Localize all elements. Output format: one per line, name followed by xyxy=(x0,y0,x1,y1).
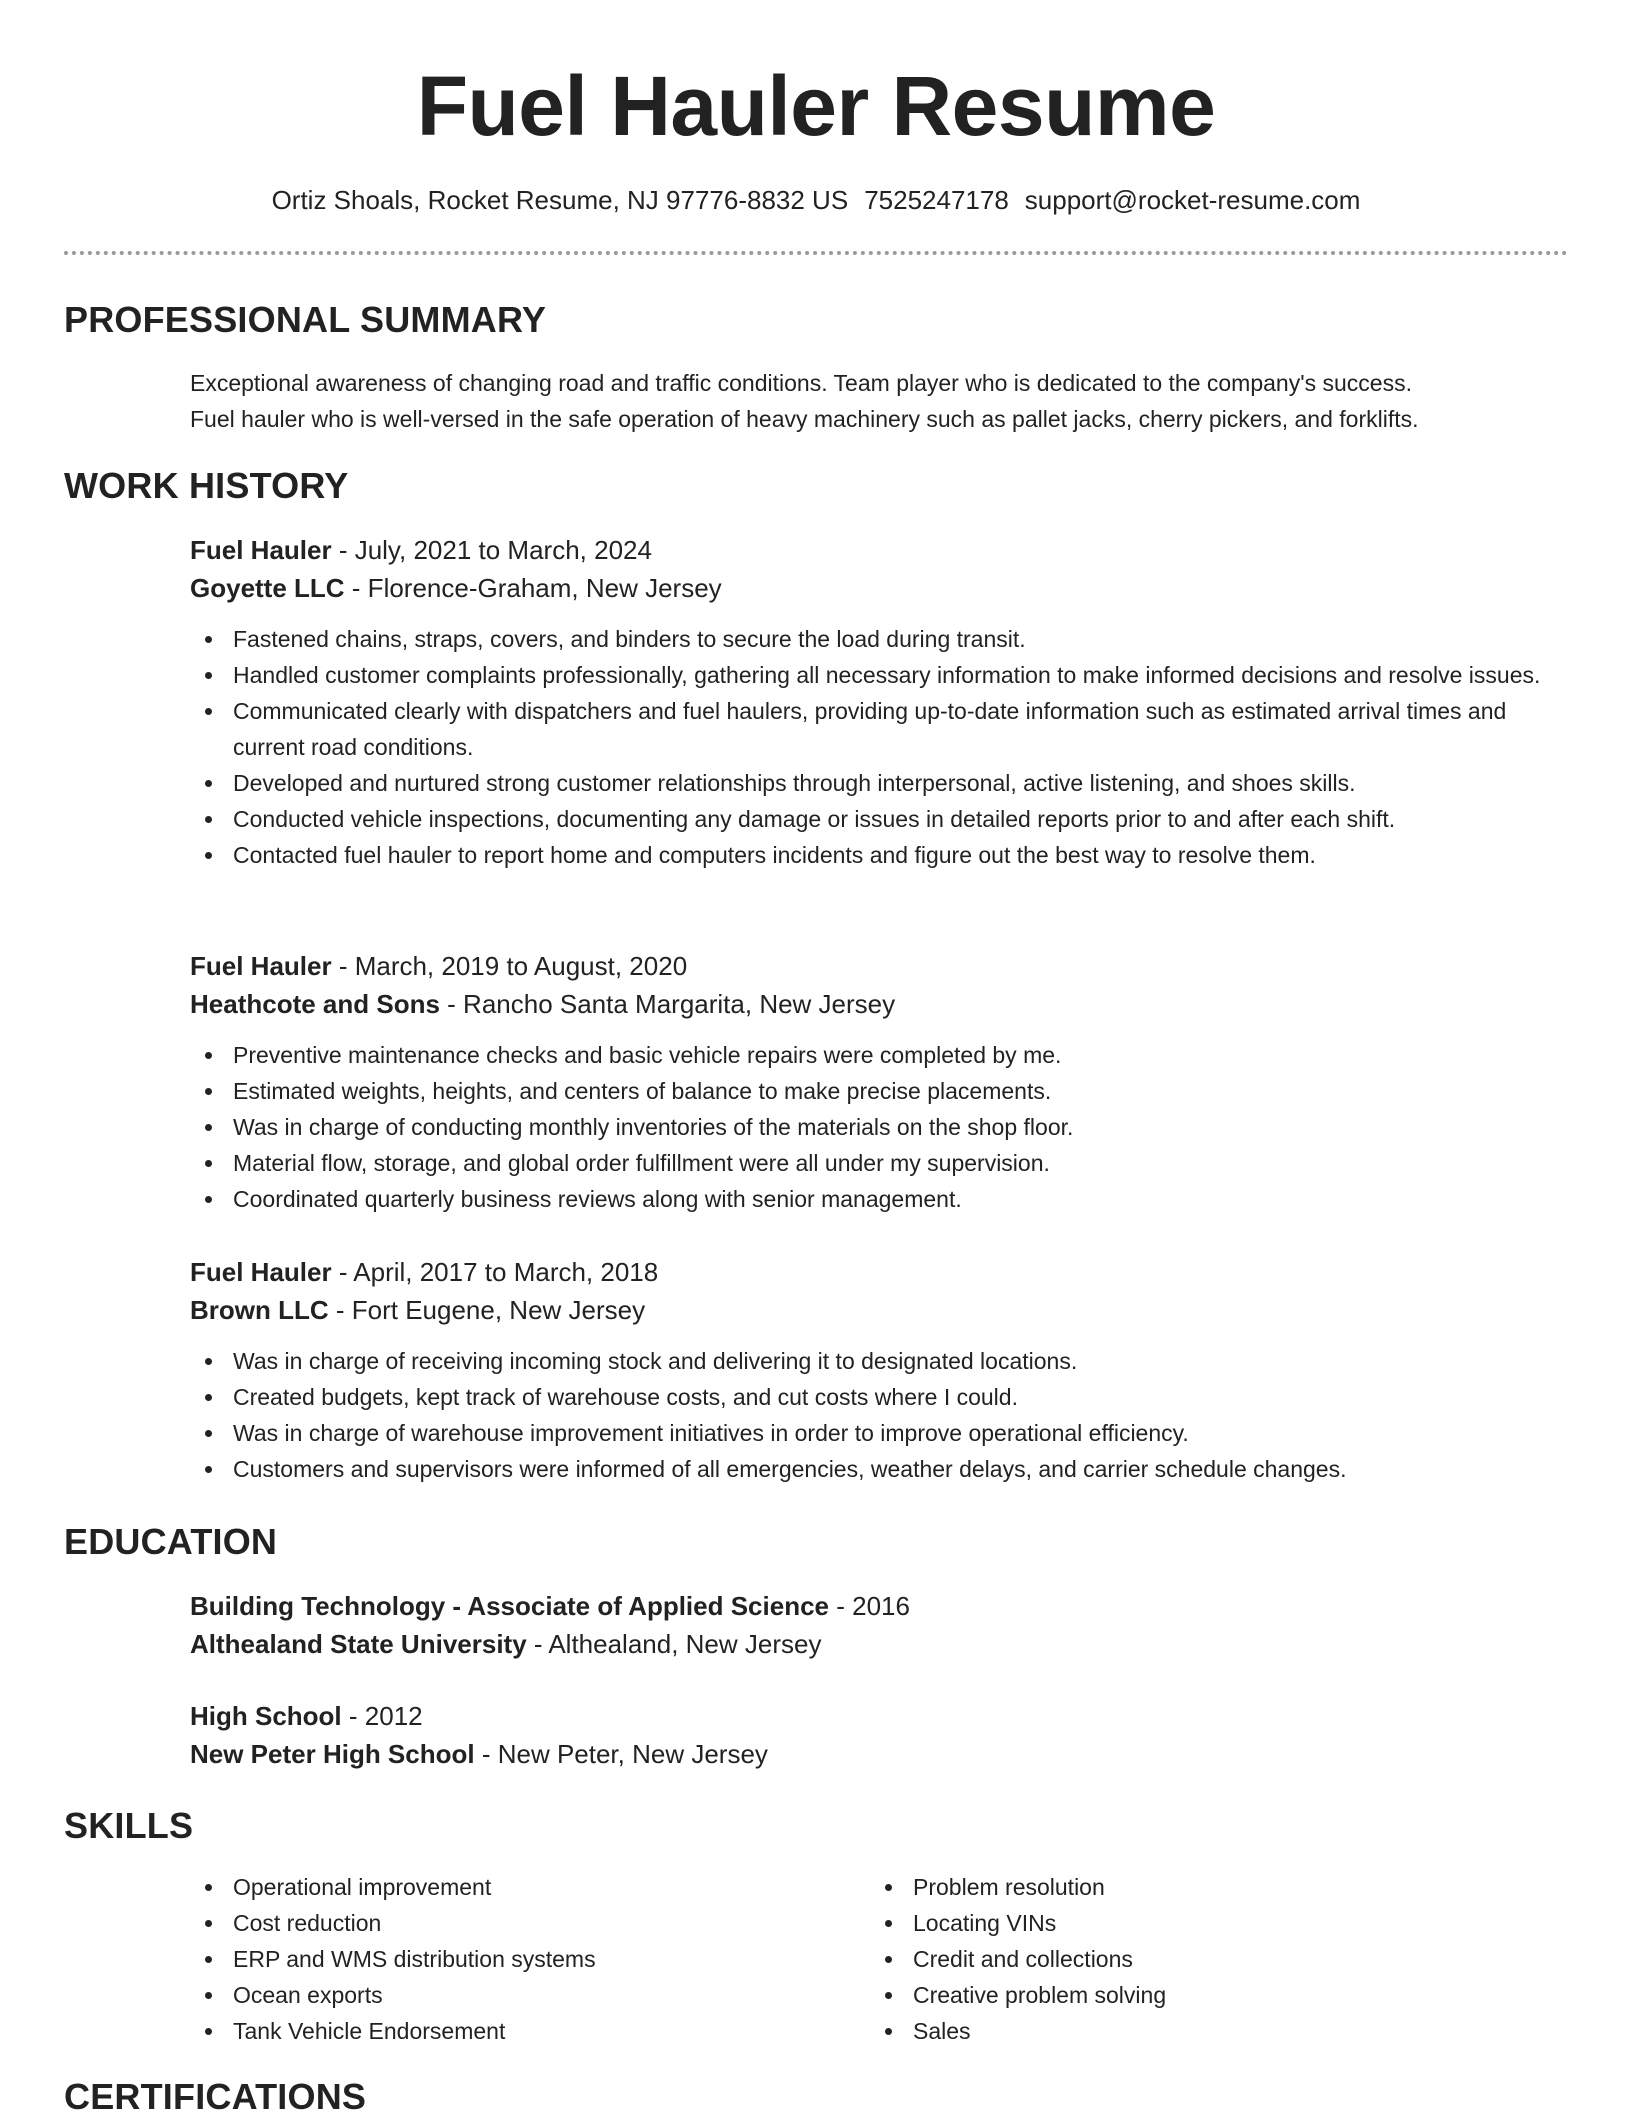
job-company-line xyxy=(190,569,1568,607)
job-title: Fuel Hauler xyxy=(190,1257,332,1287)
skill-item: Ocean exports xyxy=(190,1977,870,2013)
contact-email[interactable]: support@rocket-resume.com xyxy=(1024,185,1361,215)
education-year: - 2012 xyxy=(341,1701,423,1731)
job-company: Goyette LLC xyxy=(190,573,345,603)
contact-address: Ortiz Shoals, Rocket Resume, NJ 97776-8832 US xyxy=(271,185,849,215)
skill-item: Cost reduction xyxy=(190,1905,870,1941)
list-item: Coordinated quarterly business reviews along with senior management. xyxy=(190,1181,1568,1217)
education-location: - New Peter, New Jersey xyxy=(474,1739,768,1769)
list-item: Created budgets, kept track of warehouse costs, and cut costs where I could. xyxy=(190,1379,1568,1415)
education-degree-line xyxy=(190,1697,1568,1735)
education-degree: Building Technology - Associate of Applied Science xyxy=(190,1591,830,1621)
skill-item: Operational improvement xyxy=(190,1869,870,1905)
skill-item: ERP and WMS distribution systems xyxy=(190,1941,870,1977)
contact-line xyxy=(0,182,1632,218)
list-item: Was in charge of warehouse improvement initiatives in order to improve operational efficiency. xyxy=(190,1415,1568,1451)
job-dates: - April, 2017 to March, 2018 xyxy=(331,1257,659,1287)
list-item: Preventive maintenance checks and basic vehicle repairs were completed by me. xyxy=(190,1037,1568,1073)
list-item: Contacted fuel hauler to report home and computers incidents and figure out the best way to resolve them. xyxy=(190,837,1568,873)
job-dates: - March, 2019 to August, 2020 xyxy=(331,951,688,981)
section-title-skills: SKILLS xyxy=(64,1805,194,1846)
list-item: Was in charge of conducting monthly inventories of the materials on the shop floor. xyxy=(190,1109,1568,1145)
job-company: Heathcote and Sons xyxy=(190,989,440,1019)
job-company-line xyxy=(190,1291,1568,1329)
skills-column-left xyxy=(190,1869,870,2049)
list-item: Fastened chains, straps, covers, and binders to secure the load during transit. xyxy=(190,621,1568,657)
job-entry xyxy=(190,1253,1568,1487)
education-school-line xyxy=(190,1735,1568,1773)
list-item: Communicated clearly with dispatchers and fuel haulers, providing up-to-date information such as estimated arrival times and current road conditions. xyxy=(190,693,1568,765)
education-school-line xyxy=(190,1625,1568,1663)
summary-line: Exceptional awareness of changing road and traffic conditions. Team player who is dedicated to the company's success. xyxy=(190,370,1412,396)
skill-item: Sales xyxy=(870,2013,1550,2049)
section-title-certifications: CERTIFICATIONS xyxy=(64,2076,367,2112)
education-year: - 2016 xyxy=(829,1591,910,1621)
contact-phone: 7525247178 xyxy=(864,185,1009,215)
section-title-work-history: WORK HISTORY xyxy=(64,465,349,506)
skill-item: Creative problem solving xyxy=(870,1977,1550,2013)
list-item: Customers and supervisors were informed of all emergencies, weather delays, and carrier schedule changes. xyxy=(190,1451,1568,1487)
skill-item: Credit and collections xyxy=(870,1941,1550,1977)
list-item: Was in charge of receiving incoming stock and delivering it to designated locations. xyxy=(190,1343,1568,1379)
education-school: Althealand State University xyxy=(190,1629,527,1659)
job-dates: - July, 2021 to March, 2024 xyxy=(331,535,652,565)
job-location: - Florence-Graham, New Jersey xyxy=(344,573,722,603)
job-entry xyxy=(190,947,1568,1217)
list-item: Estimated weights, heights, and centers of balance to make precise placements. xyxy=(190,1073,1568,1109)
job-title: Fuel Hauler xyxy=(190,535,332,565)
education-location: - Althealand, New Jersey xyxy=(526,1629,822,1659)
skill-item: Problem resolution xyxy=(870,1869,1550,1905)
job-bullets xyxy=(190,1037,1568,1217)
education-entry xyxy=(190,1587,1568,1663)
list-item: Material flow, storage, and global order fulfillment were all under my supervision. xyxy=(190,1145,1568,1181)
job-title-line xyxy=(190,531,1568,569)
job-company: Brown LLC xyxy=(190,1295,329,1325)
list-item: Conducted vehicle inspections, documenting any damage or issues in detailed reports prior to and after each shift. xyxy=(190,801,1568,837)
education-degree: High School xyxy=(190,1701,342,1731)
resume-title: Fuel Hauler Resume xyxy=(416,59,1216,153)
section-title-education: EDUCATION xyxy=(64,1521,278,1562)
list-item: Developed and nurtured strong customer relationships through interpersonal, active listening, and shoes skills. xyxy=(190,765,1568,801)
skill-item: Locating VINs xyxy=(870,1905,1550,1941)
job-entry xyxy=(190,531,1568,873)
education-degree-line xyxy=(190,1587,1568,1625)
job-company-line xyxy=(190,985,1568,1023)
skills-column-right xyxy=(870,1869,1550,2049)
education-entry xyxy=(190,1697,1568,1773)
summary-text xyxy=(190,365,1568,437)
section-title-summary: PROFESSIONAL SUMMARY xyxy=(64,299,547,340)
job-location: - Rancho Santa Margarita, New Jersey xyxy=(439,989,896,1019)
skills-list xyxy=(190,1869,1568,2049)
job-title-line xyxy=(190,1253,1568,1291)
header-divider xyxy=(64,251,1568,255)
education-school: New Peter High School xyxy=(190,1739,475,1769)
summary-line: Fuel hauler who is well-versed in the safe operation of heavy machinery such as pallet jacks, cherry pickers, and forklifts. xyxy=(190,406,1419,432)
skill-item: Tank Vehicle Endorsement xyxy=(190,2013,870,2049)
job-bullets xyxy=(190,1343,1568,1487)
job-title-line xyxy=(190,947,1568,985)
list-item: Handled customer complaints professionally, gathering all necessary information to make informed decisions and resolve issues. xyxy=(190,657,1568,693)
job-location: - Fort Eugene, New Jersey xyxy=(328,1295,646,1325)
job-title: Fuel Hauler xyxy=(190,951,332,981)
job-bullets xyxy=(190,621,1568,873)
